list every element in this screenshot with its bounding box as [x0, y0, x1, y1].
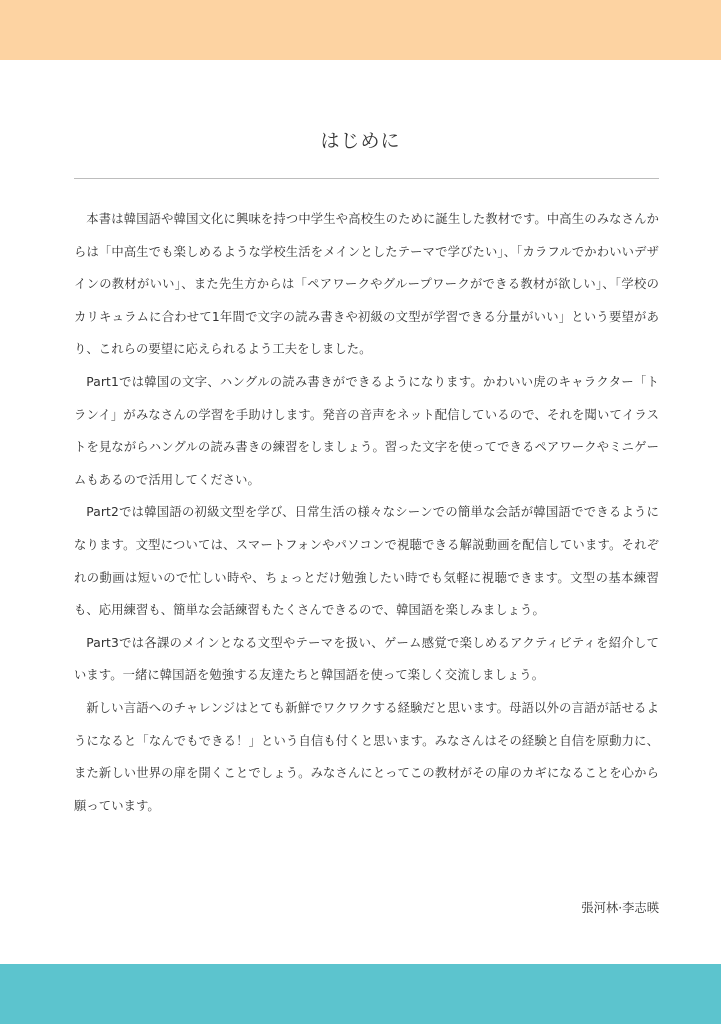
title-divider — [74, 178, 659, 179]
bottom-color-band — [0, 964, 721, 1024]
paragraph-part2: Part2では韓国語の初級文型を学び、日常生活の様々なシーンでの簡単な会話が韓国語でできるようになります。文型については、スマートフォンやパソコンで視聴できる解説動画を配信しています。それぞれの動画は短いので忙しい時や、ちょっとだけ勉強したい時でも気軽に視聴できます。文型の基本練習も、応用練習も、簡単な会話練習もたくさんできるので、韓国語を楽しみましょう。 — [74, 505, 659, 618]
author-signature: 張河林·李志暎 — [581, 901, 659, 915]
paragraph-part1: Part1では韓国の文字、ハングルの読み書きができるようになります。かわいい虎のキャラクター「トランイ」がみなさんの学習を手助けします。発音の音声をネット配信しているので、それを聞いてイラストを見ながらハングルの読み書きの練習をしましょう。習った文字を使ってできるペアワークやミニゲームもあるので活用してください。 — [74, 374, 659, 487]
page-title: はじめに — [320, 130, 401, 152]
preface-body — [74, 203, 659, 822]
paragraph-part3: Part3では各課のメインとなる文型やテーマを扱い、ゲーム感覚で楽しめるアクティビティを紹介しています。一緒に韓国語を勉強する友達たちと韓国語を使って楽しく交流しましょう。 — [74, 635, 659, 683]
top-color-band — [0, 0, 721, 60]
paragraph-closing: 新しい言語へのチャレンジはとても新鮮でワクワクする経験だと思います。母語以外の言語が話せるようになると「なんでもできる！」という自信も付くと思います。みなさんはその経験と自信を原動力に、また新しい世界の扉を開くことでしょう。みなさんにとってこの教材がその扉のカギになることを心から願っています。 — [74, 700, 659, 813]
paragraph-intro: 本書は韓国語や韓国文化に興味を持つ中学生や高校生のために誕生した教材です。中高生のみなさんからは「中高生でも楽しめるような学校生活をメインとしたテーマで学びたい」、「カラフルでかわいいデザインの教材がいい」、また先生方からは「ペアワークやグループワークができる教材が欲しい」、「学校のカリキュラムに合わせて1年間で文字の読み書きや初級の文型が学習できる分量がいい」という要望があり、これらの要望に応えられるよう工夫をしました。 — [74, 212, 659, 357]
